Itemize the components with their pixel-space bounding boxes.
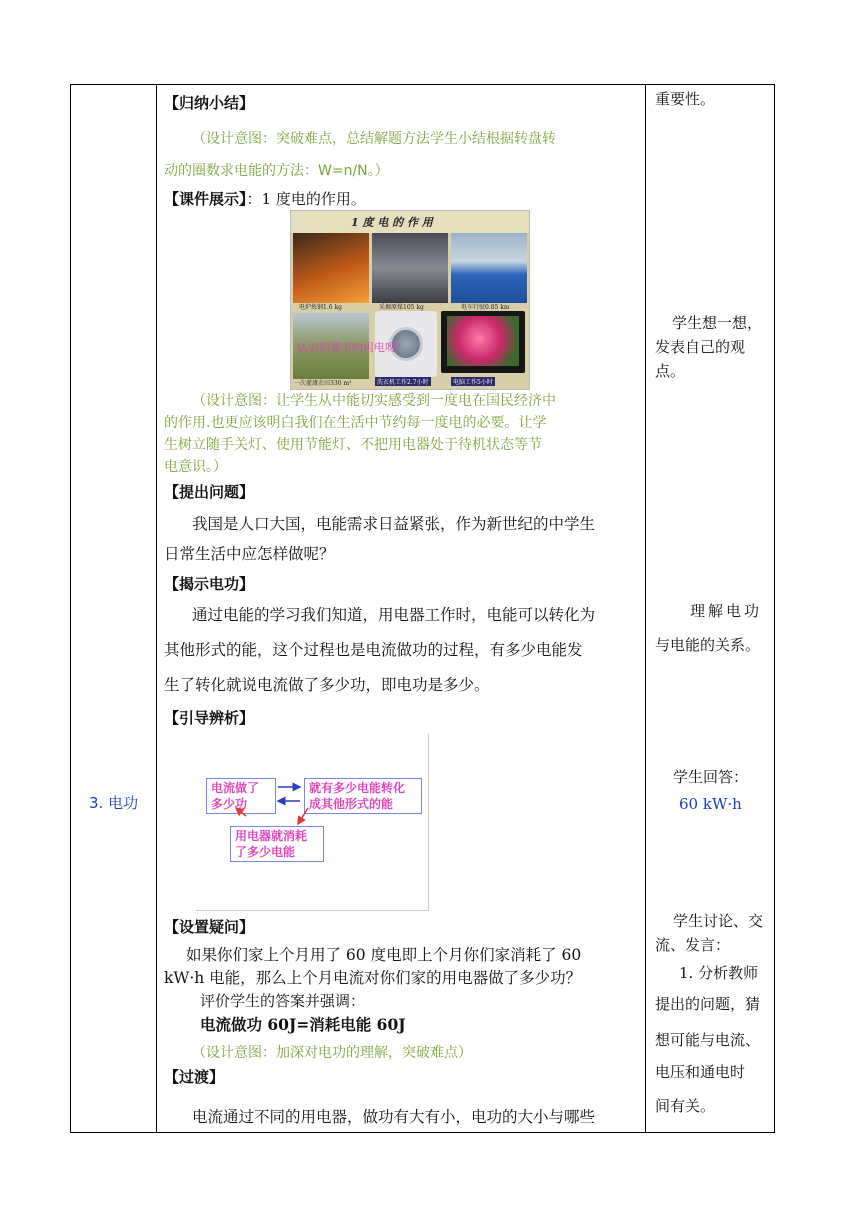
column-divider-left xyxy=(156,84,157,1133)
courseware-line xyxy=(164,188,366,209)
reveal-line2: 其他形式的能，这个过程也是电流做功的过程，有多少电能发 xyxy=(164,641,583,659)
design-intent-3: （设计意图：加深对电功的理解，突破难点） xyxy=(192,1045,472,1061)
arrow-up-left xyxy=(236,808,246,816)
right-understand-line2: 与电能的关系。 xyxy=(655,636,761,654)
right-answer-line1: 学生回答： xyxy=(673,768,749,786)
caption-washer: 洗衣机工作2.7小时 xyxy=(377,379,429,386)
steel-photo xyxy=(293,233,369,303)
right-importance: 重要性。 xyxy=(655,90,716,108)
right-discuss-line2: 流、发言： xyxy=(655,936,731,954)
doubt-line3: 评价学生的答案并强调： xyxy=(200,992,366,1010)
right-discuss-line6: 电压和通电时 xyxy=(655,1063,746,1081)
design-intent-2-line3: 生树立随手关灯、使用节能灯、不把用电器处于待机状态等节 xyxy=(164,437,542,453)
mining-photo xyxy=(372,233,448,303)
electricity-uses-figure xyxy=(290,210,530,390)
diagram-box-work: 电流做了 多少功 xyxy=(206,778,276,814)
caption-steel: 电炉炼钢1.6 kg xyxy=(299,304,342,311)
arrow-down-left xyxy=(298,808,308,824)
heading-set-doubt: 【设置疑问】 xyxy=(164,918,255,936)
right-answer-value: 60 kW·h xyxy=(679,795,742,813)
caption-computer: 电脑工作5小时 xyxy=(453,379,493,386)
caption-mining: 采掘原煤105 kg xyxy=(379,304,424,311)
diagram-box-consumption: 用电器就消耗 了多少电能 xyxy=(230,826,324,862)
reveal-line1: 通过电能的学习我们知道，用电器工作时，电能可以转化为 xyxy=(192,606,596,624)
design-intent-2-line1: （设计意图：让学生从中能切实感受到一度电在国民经济中 xyxy=(192,393,556,409)
trolley-photo xyxy=(451,233,527,303)
right-discuss-line5: 想可能与电流、 xyxy=(655,1031,761,1049)
heading-guide: 【引导辨析】 xyxy=(164,709,255,727)
design-intent-1-line1: （设计意图：突破难点，总结解题方法学生小结根据转盘转 xyxy=(192,131,556,147)
right-think-line2: 发表自己的观 xyxy=(655,338,746,356)
diagram-arrows xyxy=(196,734,428,910)
right-discuss-line7: 间有关。 xyxy=(655,1097,716,1115)
figure-overlay-text: 认识到要节约用电呀！ xyxy=(297,341,407,354)
right-think-line3: 点。 xyxy=(655,362,686,380)
question-line1: 我国是人口大国，电能需求日益紧张，作为新世纪的中学生 xyxy=(192,515,596,533)
right-think-line1: 学生想一想， xyxy=(672,314,763,332)
reveal-line3: 生了转化就说电流做了多少功，即电功是多少。 xyxy=(164,676,490,694)
design-intent-1-line2: 动的圈数求电能的方法：W=n/N。） xyxy=(164,163,389,179)
right-understand-line1: 理解电功 xyxy=(690,602,763,620)
right-discuss-line4: 提出的问题，猜 xyxy=(655,995,761,1013)
courseware-text: ：1 度电的作用。 xyxy=(246,190,366,208)
figure-title: 1 度 电 的 作 用 xyxy=(351,216,433,229)
doubt-line1: 如果你们家上个月用了 60 度电即上个月你们家消耗了 60 xyxy=(186,946,582,964)
column-divider-right xyxy=(645,84,646,1133)
monitor-screen xyxy=(447,316,519,366)
work-energy-diagram xyxy=(196,734,429,911)
heading-question: 【提出问题】 xyxy=(164,483,255,501)
right-discuss-line1: 学生讨论、交 xyxy=(673,912,764,930)
caption-field: 一次灌溉农田330 m² xyxy=(294,380,352,387)
transition-line1: 电流通过不同的用电器，做功有大有小，电功的大小与哪些 xyxy=(192,1108,596,1126)
caption-trolley: 电车行驶0.85 km xyxy=(461,304,510,311)
design-intent-2-line2: 的作用.也更应该明白我们在生活中节约每一度电的必要。让学 xyxy=(164,415,547,431)
question-line2: 日常生活中应怎样做呢？ xyxy=(164,545,335,563)
heading-reveal: 【揭示电功】 xyxy=(164,575,255,593)
heading-courseware: 【课件展示】 xyxy=(164,190,247,208)
doubt-line4: 电流做功 60J=消耗电能 60J xyxy=(200,1015,406,1034)
doubt-line2: kW·h 电能，那么上个月电流对你们家的用电器做了多少功？ xyxy=(164,969,582,987)
heading-transition: 【过渡】 xyxy=(164,1068,225,1086)
diagram-box-conversion: 就有多少电能转化 成其他形式的能 xyxy=(304,778,422,814)
design-intent-2-line4: 电意识。） xyxy=(164,459,227,475)
section-label: 3. 电功 xyxy=(89,794,139,812)
heading-summary: 【归纳小结】 xyxy=(164,94,255,112)
right-discuss-line3: 1. 分析教师 xyxy=(679,964,759,982)
